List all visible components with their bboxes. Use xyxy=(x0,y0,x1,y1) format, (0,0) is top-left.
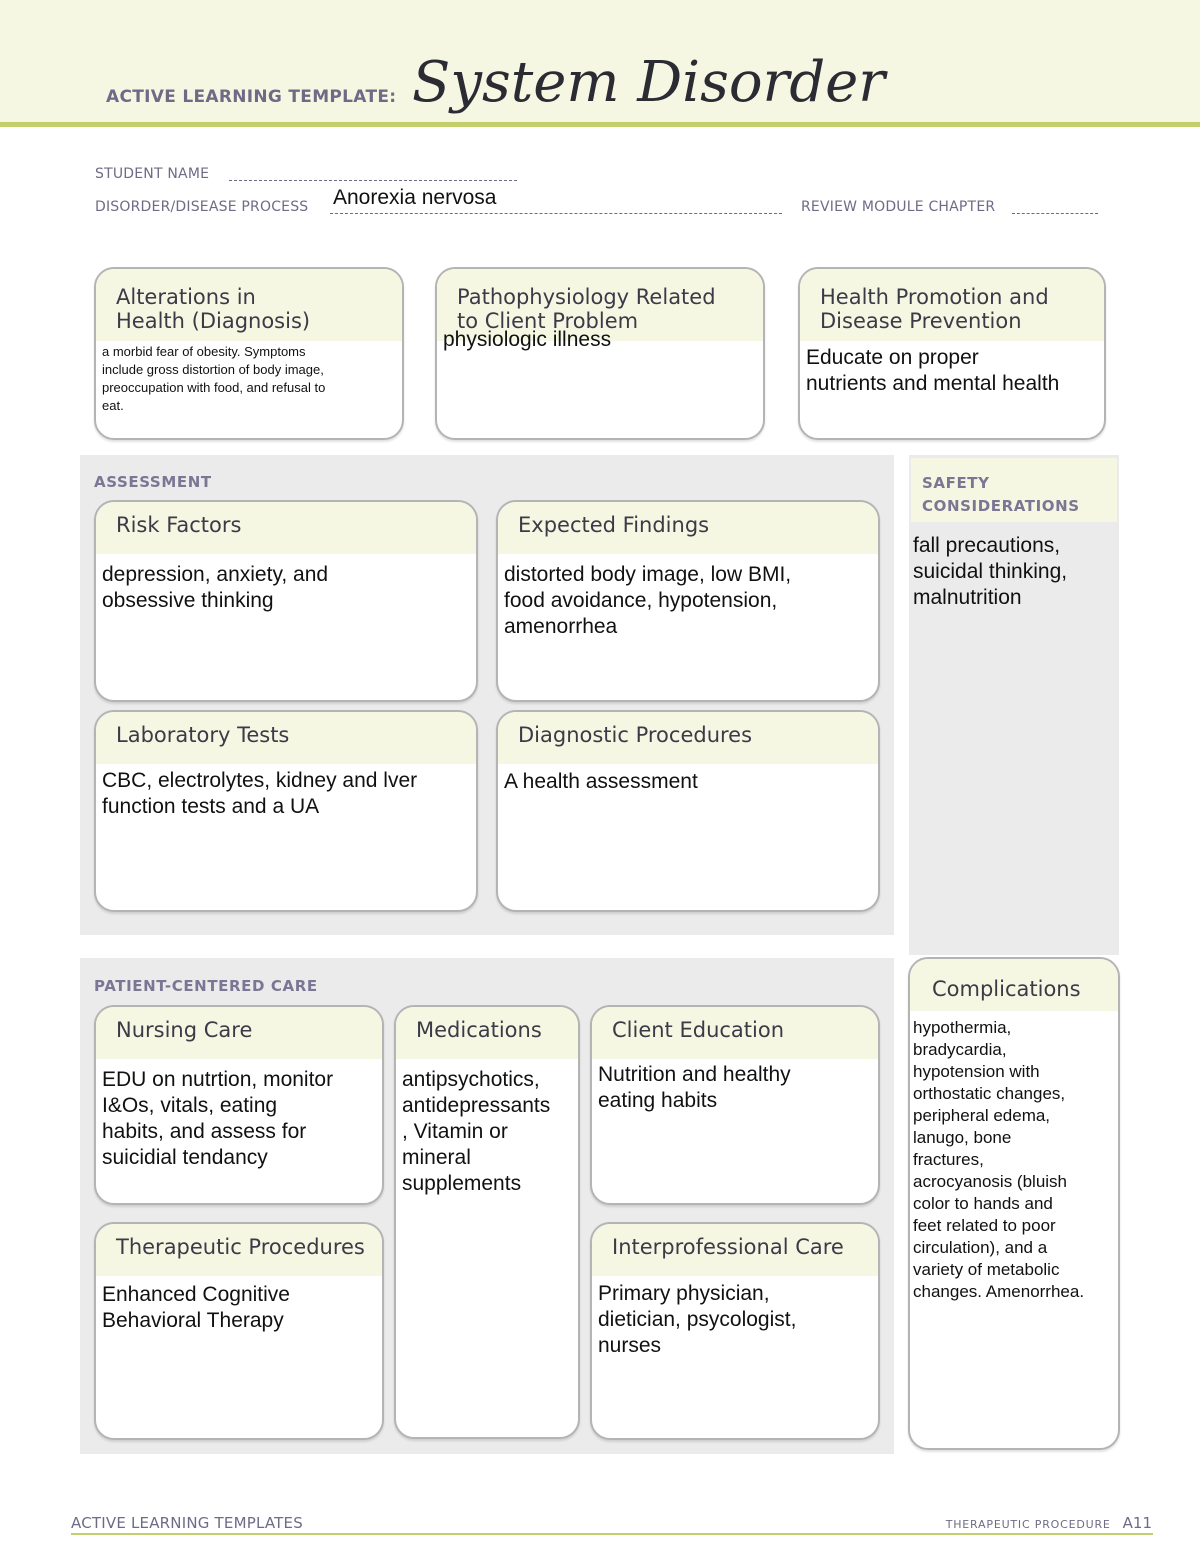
review-module-line xyxy=(1012,213,1098,214)
risk-factors-title: Risk Factors xyxy=(96,502,476,554)
medications-box xyxy=(394,1005,580,1439)
laboratory-tests-box xyxy=(94,710,478,912)
client-education-box xyxy=(590,1005,880,1205)
complications-box xyxy=(908,957,1120,1450)
client-education-content[interactable]: Nutrition and healthy eating habits xyxy=(598,1063,791,1112)
interprofessional-care-box xyxy=(590,1222,880,1440)
page-number: A11 xyxy=(1122,1514,1152,1532)
footer-right xyxy=(946,1514,1152,1532)
nursing-care-content[interactable]: EDU on nutrtion, monitor I&Os, vitals, eating habits, and assess for suicidial tendancy xyxy=(102,1068,334,1169)
safety-title: SAFETY CONSIDERATIONS xyxy=(922,474,1080,515)
disorder-field[interactable]: Anorexia nervosa xyxy=(333,186,497,209)
health-promotion-title: Health Promotion and Disease Prevention xyxy=(800,269,1104,341)
pathophysiology-title: Pathophysiology Related to Client Problem xyxy=(437,269,763,341)
risk-factors-box xyxy=(94,500,478,702)
patient-centered-care-title: PATIENT-CENTERED CARE xyxy=(94,977,318,995)
laboratory-tests-title: Laboratory Tests xyxy=(96,712,476,764)
disorder-line xyxy=(330,213,782,214)
interprofessional-care-title: Interprofessional Care xyxy=(592,1224,878,1276)
footer-left-label: ACTIVE LEARNING TEMPLATES xyxy=(71,1514,303,1532)
health-promotion-box xyxy=(798,267,1106,440)
laboratory-tests-content[interactable]: CBC, electrolytes, kidney and lver function tests and a UA xyxy=(102,769,418,818)
therapeutic-procedures-title: Therapeutic Procedures xyxy=(96,1224,382,1276)
safety-content[interactable]: fall precautions, suicidal thinking, malnutrition xyxy=(913,534,1068,609)
expected-findings-title: Expected Findings xyxy=(498,502,878,554)
interprofessional-care-content[interactable]: Primary physician, dietician, psycologist, nurses xyxy=(598,1282,797,1357)
medications-content[interactable]: antipsychotics, antidepressants , Vitamin or mineral supplements xyxy=(402,1068,551,1195)
pathophysiology-content[interactable]: physiologic illness xyxy=(443,328,612,351)
template-title: System Disorder xyxy=(412,50,886,115)
template-label: ACTIVE LEARNING TEMPLATE: xyxy=(106,87,397,107)
client-education-title: Client Education xyxy=(592,1007,878,1059)
footer-section-label: THERAPEUTIC PROCEDURE xyxy=(945,1518,1111,1531)
medications-title: Medications xyxy=(396,1007,578,1059)
expected-findings-box xyxy=(496,500,880,702)
risk-factors-content[interactable]: depression, anxiety, and obsessive thinking xyxy=(102,563,329,612)
diagnostic-procedures-title: Diagnostic Procedures xyxy=(498,712,878,764)
header-rule xyxy=(0,122,1200,127)
expected-findings-content[interactable]: distorted body image, low BMI, food avoidance, hypotension, amenorrhea xyxy=(504,563,792,638)
alterations-content[interactable]: a morbid fear of obesity. Symptoms include gross distortion of body image, preoccupation with food, and refusal to eat. xyxy=(102,344,326,413)
alterations-box xyxy=(94,267,404,440)
complications-content[interactable]: hypothermia, bradycardia, hypotension with orthostatic changes, peripheral edema, lanugo, bone fractures, acrocyanosis (bluish color to hands and feet related to poor circulation), and a variety of metabolic changes. Amenorrhea. xyxy=(913,1018,1085,1301)
nursing-care-title: Nursing Care xyxy=(96,1007,382,1059)
health-promotion-content[interactable]: Educate on proper nutrients and mental health xyxy=(806,346,1060,395)
disorder-label: DISORDER/DISEASE PROCESS xyxy=(95,199,309,215)
diagnostic-procedures-box xyxy=(496,710,880,912)
complications-title: Complications xyxy=(910,959,1118,1011)
nursing-care-box xyxy=(94,1005,384,1205)
student-name-label: STUDENT NAME xyxy=(95,166,210,182)
footer-rule xyxy=(71,1533,1153,1535)
pathophysiology-box xyxy=(435,267,765,440)
therapeutic-procedures-box xyxy=(94,1222,384,1440)
assessment-title: ASSESSMENT xyxy=(94,473,212,491)
student-name-line xyxy=(229,180,517,181)
safety-section xyxy=(909,455,1119,955)
alterations-title: Alterations in Health (Diagnosis) xyxy=(96,269,402,341)
therapeutic-procedures-content[interactable]: Enhanced Cognitive Behavioral Therapy xyxy=(102,1283,290,1332)
review-module-label: REVIEW MODULE CHAPTER xyxy=(801,199,996,215)
diagnostic-procedures-content[interactable]: A health assessment xyxy=(504,770,698,793)
